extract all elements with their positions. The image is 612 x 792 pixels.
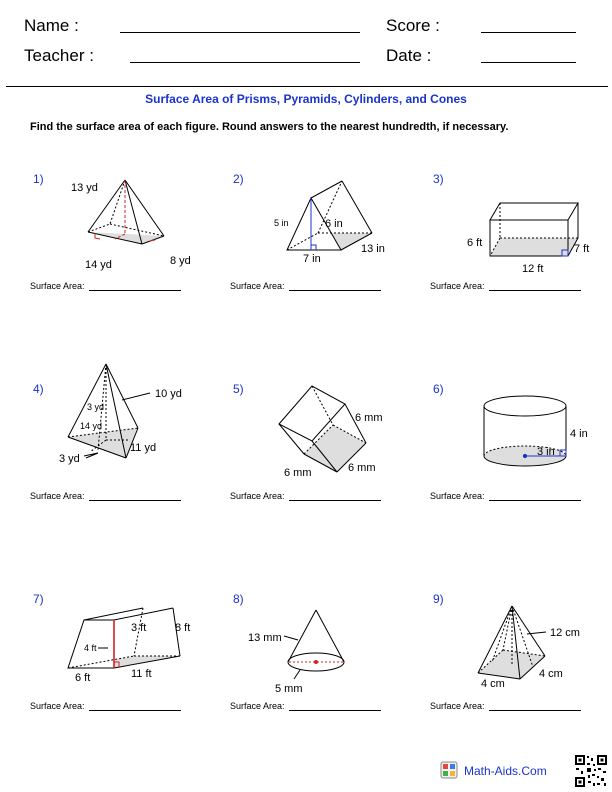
problem-number: 9)	[433, 592, 444, 606]
problem-number: 3)	[433, 172, 444, 186]
dim-label: 3 yd	[59, 453, 80, 465]
dim-label: 4 cm	[481, 678, 505, 690]
dim-label: 4 in	[570, 428, 588, 440]
problem-number: 8)	[233, 592, 244, 606]
dim-label: 11 yd	[130, 442, 157, 454]
answer-label: Surface Area:	[30, 491, 85, 501]
problem-number: 5)	[233, 382, 244, 396]
problem-number: 6)	[433, 382, 444, 396]
dim-label: 11 ft	[131, 668, 152, 680]
dim-label: 6 mm	[284, 467, 312, 479]
dim-label: 5 in	[274, 218, 289, 228]
dim-label: 12 cm	[550, 627, 580, 639]
figure-8-cone	[284, 610, 344, 679]
problem-number: 1)	[33, 172, 44, 186]
dim-label: 3 in	[537, 446, 555, 458]
dim-label: 12 ft	[522, 263, 544, 275]
answer-label: Surface Area:	[230, 281, 285, 291]
worksheet-title: Surface Area of Prisms, Pyramids, Cylinders, and Cones	[145, 92, 467, 106]
dim-label: 13 in	[361, 243, 385, 255]
figure-2-triangular-prism	[287, 181, 372, 250]
dim-label: 4 ft	[84, 643, 97, 653]
answer-label: Surface Area:	[430, 281, 485, 291]
dim-label: 6 in	[325, 218, 343, 230]
dim-label: 6 mm	[348, 462, 376, 474]
figure-7-trapezoidal-prism	[68, 608, 180, 668]
problem-number: 7)	[33, 592, 44, 606]
name-label: Name :	[24, 16, 79, 35]
dim-label: 14 yd	[85, 259, 112, 271]
problem-number: 2)	[233, 172, 244, 186]
answer-label: Surface Area:	[230, 701, 285, 711]
score-label: Score :	[386, 16, 440, 35]
dim-label: 6 ft	[75, 672, 91, 684]
instructions: Find the surface area of each figure. Round answers to the nearest hundredth, if necessary.	[30, 121, 509, 133]
figure-3-rectangular-prism	[490, 203, 578, 256]
dim-label: 13 yd	[71, 182, 98, 194]
qr-code-icon	[574, 754, 608, 788]
date-label: Date :	[386, 46, 432, 65]
dim-label: 13 mm	[248, 632, 282, 644]
dim-label: 6 ft	[467, 237, 483, 249]
dim-label: 14 yd	[80, 421, 103, 431]
answer-label: Surface Area:	[230, 491, 285, 501]
answer-label: Surface Area:	[430, 491, 485, 501]
figure-1-rectangular-pyramid	[88, 180, 164, 244]
calculator-icon	[440, 761, 458, 779]
figure-5-cube	[279, 386, 366, 472]
brand-link[interactable]: Math-Aids.Com	[464, 764, 547, 778]
dim-label: 7 in	[303, 253, 321, 265]
teacher-label: Teacher :	[24, 46, 94, 65]
dim-label: 6 mm	[355, 412, 383, 424]
dim-label: 5 mm	[275, 683, 303, 695]
answer-label: Surface Area:	[30, 701, 85, 711]
dim-label: 8 ft	[175, 622, 191, 634]
problem-number: 4)	[33, 382, 44, 396]
dim-label: 8 yd	[170, 255, 191, 267]
dim-label: 3 yd	[87, 402, 105, 412]
answer-label: Surface Area:	[430, 701, 485, 711]
dim-label: 7 ft	[574, 243, 590, 255]
figure-9-square-pyramid	[478, 606, 546, 679]
dim-label: 4 cm	[539, 668, 563, 680]
dim-label: 3 ft	[131, 622, 147, 634]
answer-label: Surface Area:	[30, 281, 85, 291]
dim-label: 10 yd	[155, 388, 182, 400]
